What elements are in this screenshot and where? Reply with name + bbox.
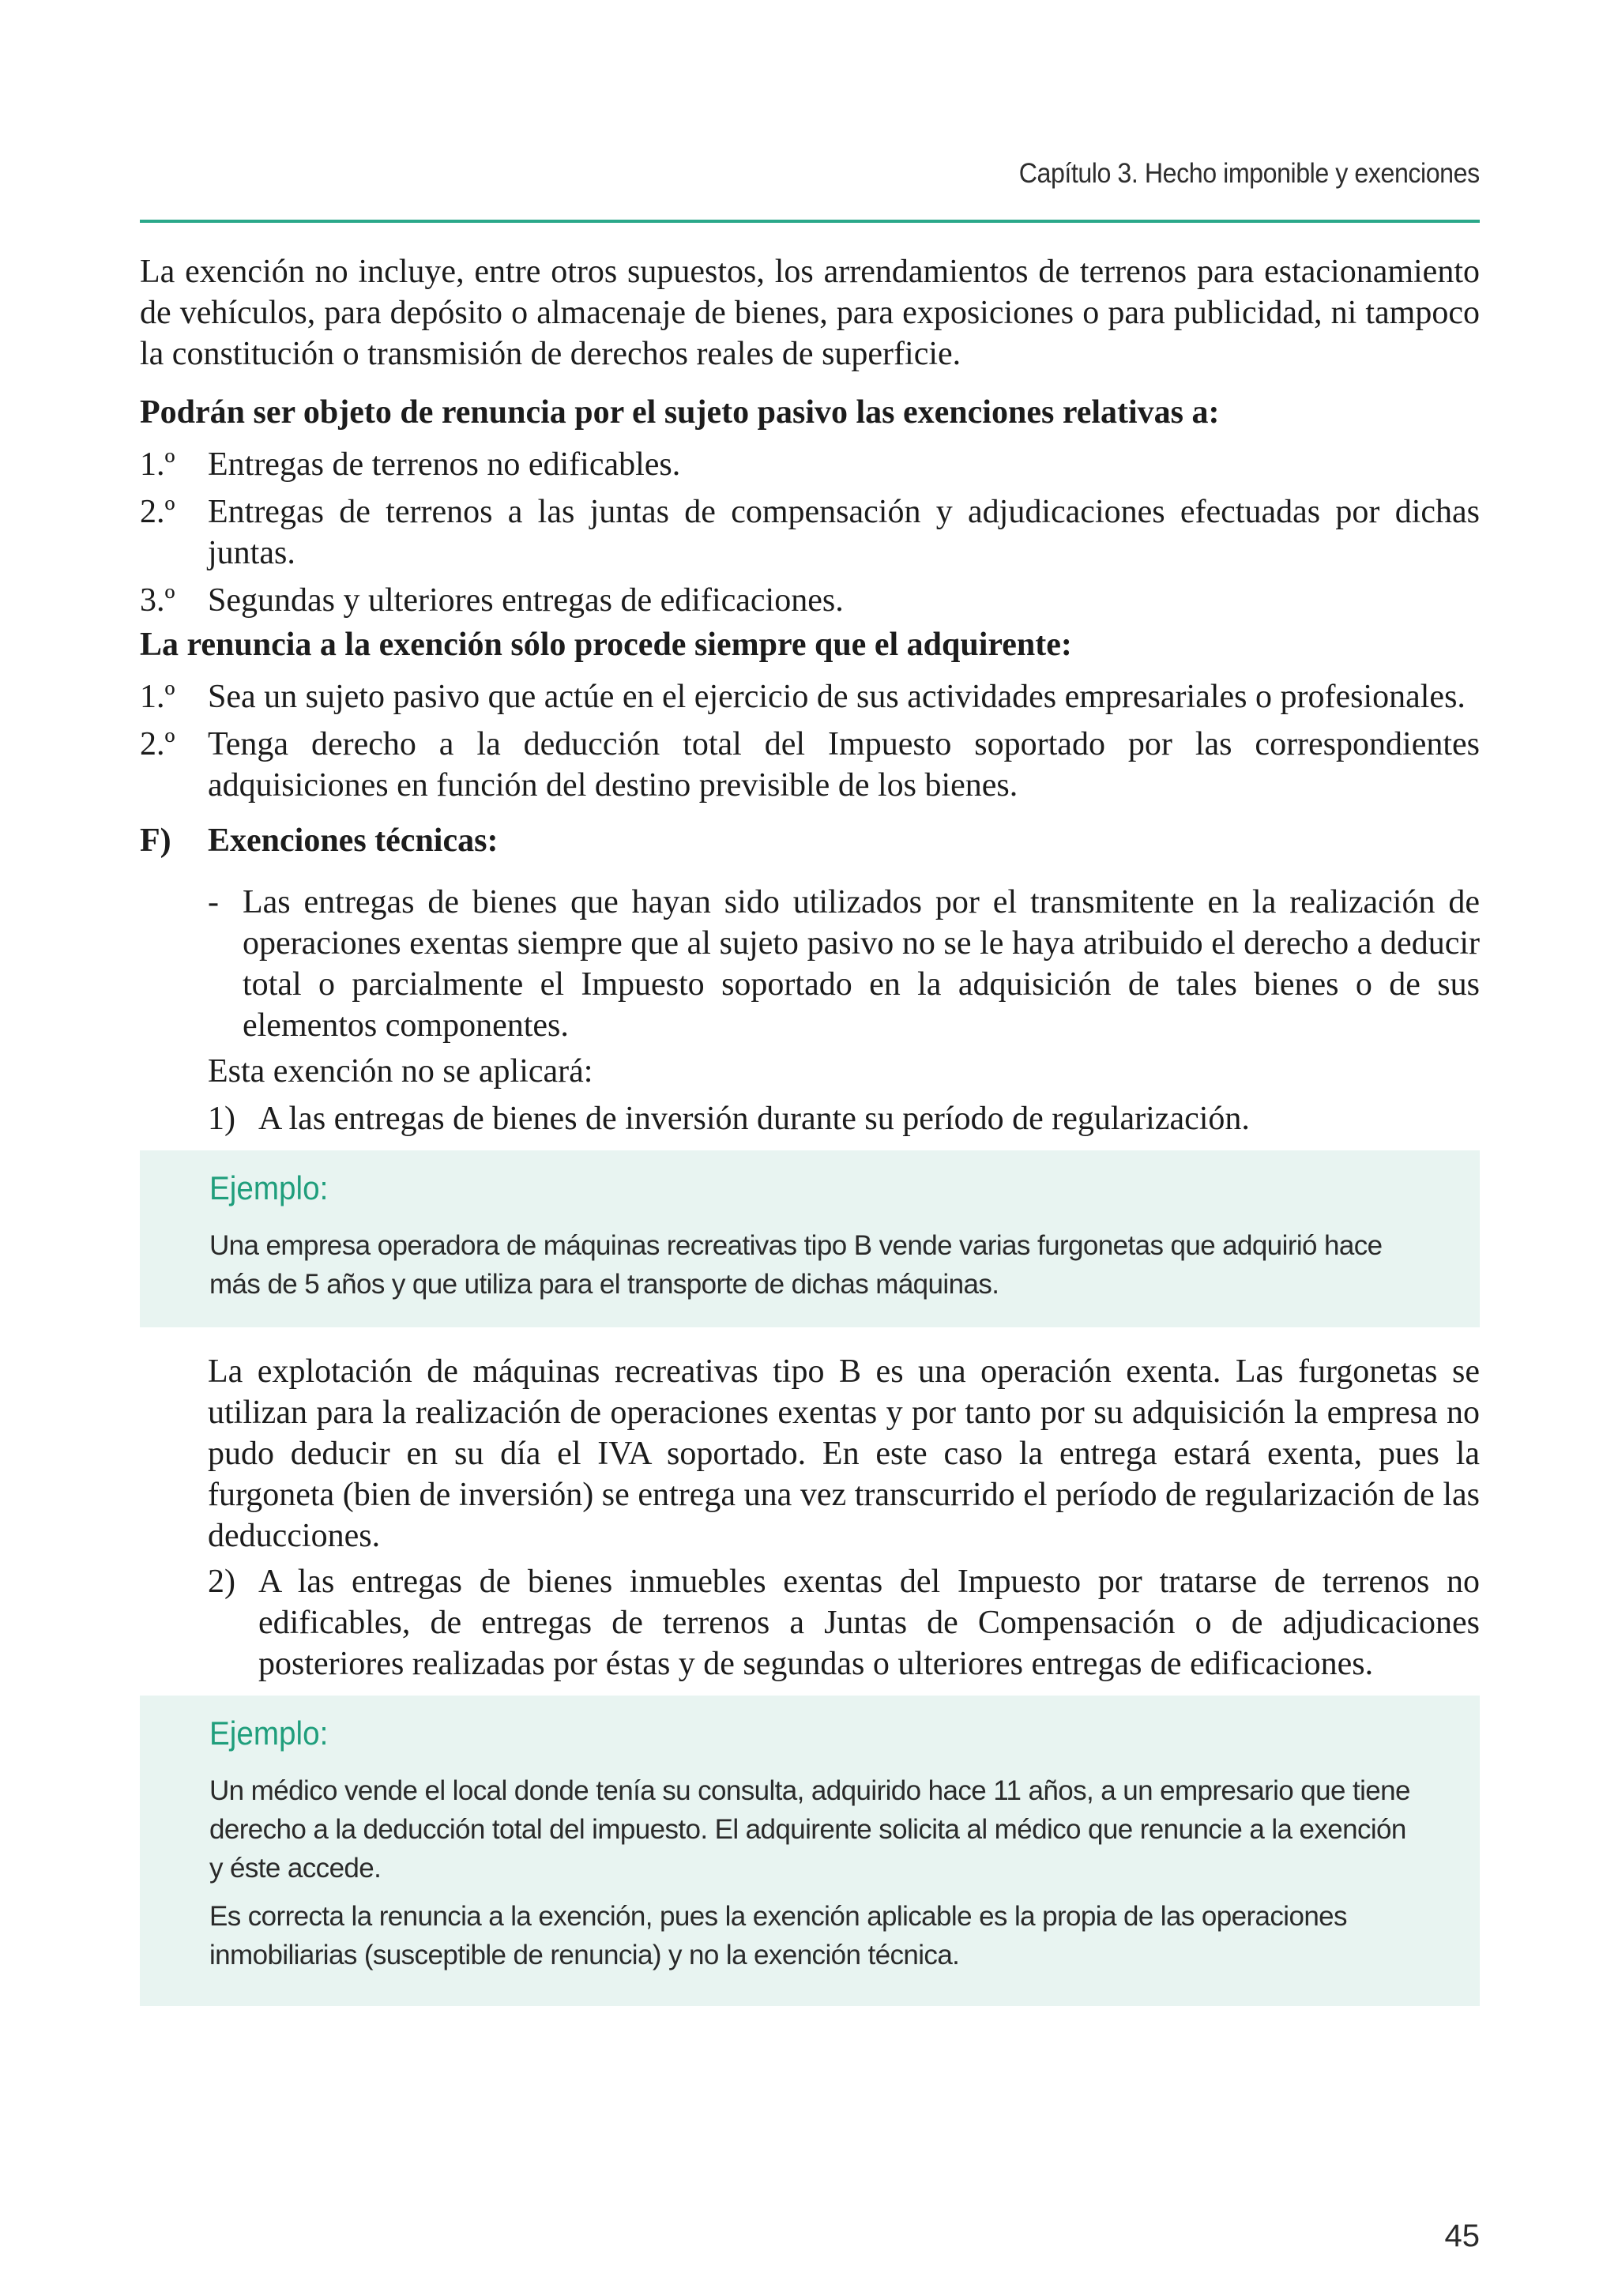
sub-item-number: 1) (208, 1101, 235, 1137)
page-content (140, 251, 1480, 2006)
item-number: 1.º (140, 446, 175, 483)
explanation-paragraph: La explotación de máquinas recreativas tipo B es una operación exenta. Las furgonetas se utilizan para la realización de operaciones exentas y por tanto por su adquisición la empresa no pudo deducir en su día el IVA soportado. En este caso la entrega estará exenta, pues la furgoneta (bien de inversión) se entrega una vez transcurrido el período de regularización de las deducciones. (208, 1353, 1480, 1554)
intro-paragraph: La exención no incluye, entre otros supuestos, los arrendamientos de terrenos para estacionamiento de vehículos, para depósito o almacenaje de bienes, para exposiciones o para publicidad, ni tampoco la constitución o transmisión de derechos reales de superficie. (140, 254, 1480, 372)
list-item (140, 491, 1480, 574)
condicion-heading: La renuncia a la exención sólo procede siempre que el adquirente: (140, 627, 1072, 663)
page-number: 45 (1444, 2219, 1480, 2253)
example-text: Una empresa operadora de máquinas recreativas tipo B vende varias furgonetas que adquirió hace más de 5 años y que utiliza para el transporte de dichas máquinas. (209, 1230, 1383, 1300)
list-item (140, 444, 1480, 485)
item-number: 2.º (140, 494, 175, 530)
sub-item-text: A las entregas de bienes de inversión durante su período de regularización. (258, 1101, 1250, 1137)
example-title: Ejemplo: (209, 1714, 329, 1752)
example-box (140, 1696, 1480, 2006)
renuncia-heading: Podrán ser objeto de renuncia por el sujeto pasivo las exenciones relativas a: (140, 394, 1220, 431)
dash-bullet: - (208, 884, 219, 920)
list-item (140, 580, 1480, 621)
example-text: Es correcta la renuncia a la exención, pues la exención aplicable es la propia de las operaciones inmobiliarias (susceptible de renuncia) y no la exención técnica. (209, 1901, 1347, 1970)
example-text: Un médico vende el local donde tenía su consulta, adquirido hace 11 años, a un empresario que tiene derecho a la deducción total del impuesto. El adquirente solicita al médico que renuncie a la exención y éste accede. (209, 1775, 1410, 1884)
item-text: Sea un sujeto pasivo que actúe en el ejercicio de sus actividades empresariales o profesionales. (208, 679, 1466, 715)
example-title: Ejemplo: (209, 1169, 329, 1206)
section-f-heading (140, 820, 1480, 861)
no-aplica-text: Esta exención no se aplicará: (208, 1053, 593, 1090)
item-text: Entregas de terrenos no edificables. (208, 446, 681, 483)
list-item (140, 676, 1480, 717)
item-text: Tenga derecho a la deducción total del Impuesto soportado por las correspondientes adquisiciones en función del destino previsible de los bienes. (208, 726, 1480, 804)
header-rule (140, 220, 1480, 223)
item-text: Segundas y ulteriores entregas de edificaciones. (208, 582, 844, 619)
item-number: 1.º (140, 679, 175, 715)
example-box (140, 1150, 1480, 1327)
section-letter: F) (140, 822, 171, 859)
dash-item-text: Las entregas de bienes que hayan sido utilizados por el transmitente en la realización de operaciones exentas siempre que al sujeto pasivo no se le haya atribuido el derecho a deducir total o parcialmente el Impuesto soportado en la adquisición de tales bienes o de sus elementos componentes. (243, 884, 1480, 1044)
sub-list-item (208, 1561, 1480, 1684)
item-text: Entregas de terrenos a las juntas de compensación y adjudicaciones efectuadas por dichas juntas. (208, 494, 1480, 571)
item-number: 3.º (140, 582, 175, 619)
list-item (140, 724, 1480, 806)
sub-list-item (208, 1098, 1480, 1139)
chapter-header: Capítulo 3. Hecho imponible y exenciones (1018, 158, 1480, 189)
dash-list-item (208, 882, 1480, 1046)
sub-item-text: A las entregas de bienes inmuebles exentas del Impuesto por tratarse de terrenos no edificables, de entregas de terrenos a Juntas de Compensación o de adjudicaciones posteriores realizadas por éstas y de segundas o ulteriores entregas de edificaciones. (258, 1564, 1480, 1682)
section-title: Exenciones técnicas: (208, 822, 499, 859)
item-number: 2.º (140, 726, 175, 762)
sub-item-number: 2) (208, 1564, 235, 1600)
